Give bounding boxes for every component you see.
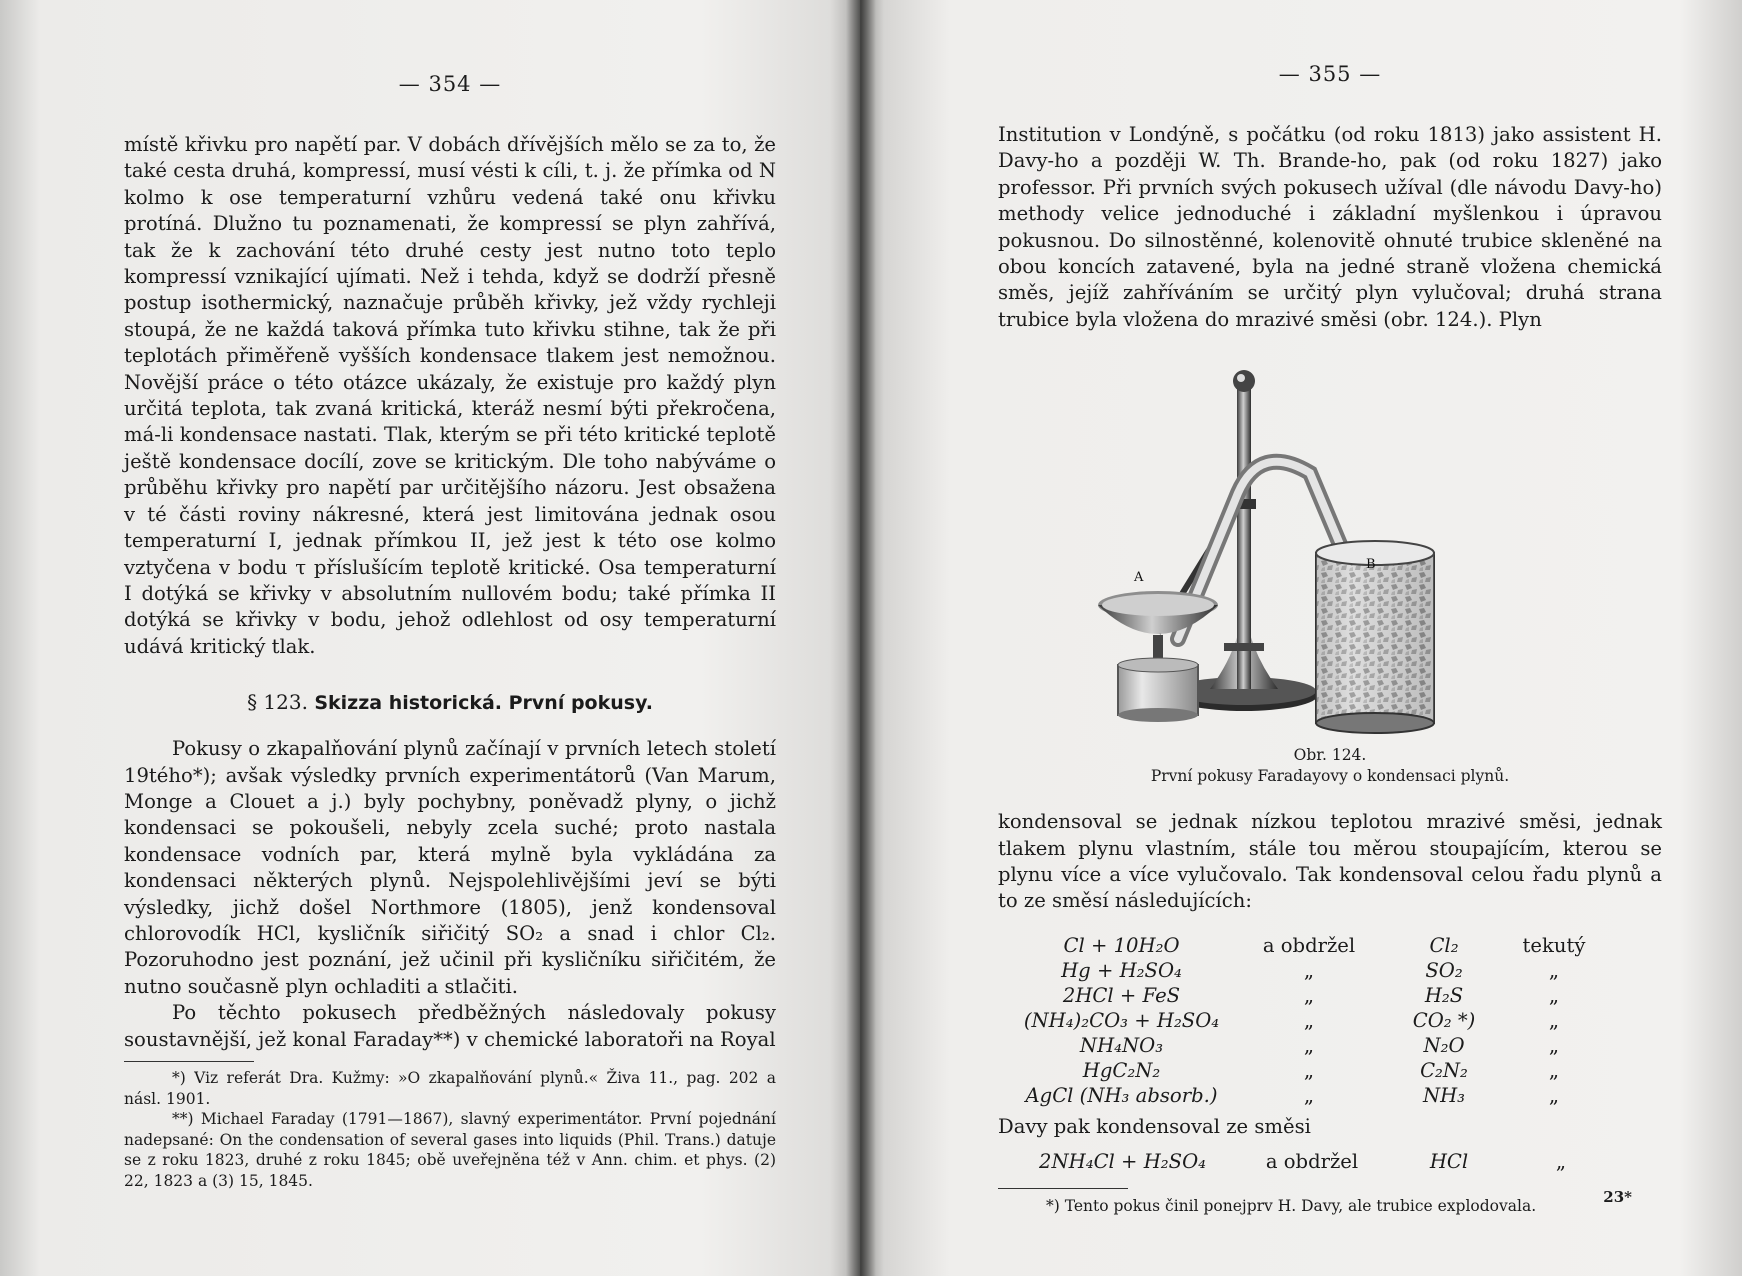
reaction-product: Cl₂ [1429,933,1459,957]
caption-text: První pokusy Faradayovy o kondensaci plynů. [1150,767,1510,786]
right-paragraph-2: kondensoval se jednak nízkou teplotou mrazivé směsi, jednak tlakem plynu vlastním, stále tou měrou stoupajícím, kterou se plynu více a více vylučovalo. Tak kondensoval celou řadu plynů a to ze směsí následujících: [998,810,1662,913]
reaction-state: „ [1548,958,1560,982]
left-paragraph-1: místě křivku pro napětí par. V dobách dřívějších mělo se za to, že také cesta druhá, kompressí, musí vésti k cíli, t. j. že přímka od N kolmo k ose temperaturní vzhůru vedená také onu křivku protíná. Dlužno tu poznamenati, že kompressí se plyn zahřívá, tak že k zachování této druhé cesty jest nutno toto teplo kompressí vznikající ujímati. Než i tehda, když se dodrží přesně postup isothermický, naznačuje průběh křivky, jež vždy rychleji stoupá, že ne každá taková přímka tuto křivku stihne, tak že při teplotách přiměřeně vyšších kondensace tlakem jest nemožnou. Novější práce o této otázce ukázaly, že existuje pro každý plyn určitá teplota, tak zvaná kritická, kteráž nesmí býti překročena, má-li kondensace nastati. Tlak, kterým se při této kritické teplotě ještě kondensace docílí, zove se kritickým. Dle toho nabýváme o průběhu křivky pro napětí par určitějšího názoru. Jest obsažena v té části roviny nákresné, která jest limitována jednak osou temperaturní I, jednak přímkou II, jež jest k této ose kolmo vztyčena v bodu τ příslušícím teplotě kritické. Osa temperaturní I dotýká se křivky v absolutním nullovém bodu; také přímka II dotýká se křivky v bodu, jehož odlehlost od osy temperaturní udává kritický tlak. [124,133,776,658]
right-page [860,0,1742,1276]
page-number-left: — 354 — [398,72,502,96]
figure-label-a: A [1134,570,1144,586]
reaction-product: NH₃ [1422,1083,1466,1107]
caption-number: Obr. 124. [1293,746,1367,765]
reaction-state: „ [1548,1058,1560,1082]
left-page [0,0,860,1276]
apparatus-illustration [998,343,1662,743]
reaction-row [1014,1083,1609,1108]
reaction-product: CO₂ *) [1412,1008,1476,1032]
section-title: Skizza historická. První pokusy. [314,692,653,715]
reaction-formula: AgCl (NH₃ absorb.) [1025,1083,1218,1107]
reaction-relation: „ [1303,1033,1315,1057]
reaction-state: „ [1548,1008,1560,1032]
left-footnotes [124,1068,776,1191]
footnote-1: *) Viz referát Dra. Kužmy: »O zkapalňování plynů.« Živa 11., pag. 202 a násl. 1901. [124,1069,776,1108]
reaction-relation: „ [1303,983,1315,1007]
right-footnote-rule [998,1188,1128,1189]
reaction-state: „ [1548,1033,1560,1057]
davy-reaction-table [1014,1146,1617,1176]
left-paragraph-3: Po těchto pokusech předběžných následovaly pokusy soustavnější, jež konal Faraday**) v chemické laboratoři na Royal [124,1001,776,1051]
reaction-formula: 2HCl + FeS [1062,983,1181,1007]
reaction-product: C₂N₂ [1420,1058,1468,1082]
reaction-product: N₂O [1423,1033,1465,1057]
reaction-relation: „ [1303,958,1315,982]
reaction-row [1014,933,1609,958]
reaction-relation: „ [1303,1008,1315,1032]
reaction-formula: Hg + H₂SO₄ [1061,958,1182,982]
reaction-state: „ [1548,1083,1560,1107]
reaction-state: tekutý [1522,933,1586,957]
reaction-row [1014,958,1609,983]
reaction-formula: NH₄NO₃ [1079,1033,1164,1057]
faraday-apparatus-figure [998,343,1662,743]
reaction-formula: Cl + 10H₂O [1063,933,1180,957]
reaction-product: H₂S [1424,983,1464,1007]
reaction-relation: „ [1303,1058,1315,1082]
reaction-row [1014,1146,1617,1176]
reaction-state: „ [1555,1149,1567,1173]
section-number: § 123. [247,690,308,715]
reaction-row [1014,983,1609,1008]
reaction-state: „ [1548,983,1560,1007]
right-footnote: *) Tento pokus činil ponejprv H. Davy, ale trubice explodovala. [1046,1197,1537,1216]
reaction-relation: „ [1303,1083,1315,1107]
reaction-row [1014,1058,1609,1083]
reaction-row [1014,1008,1609,1033]
reaction-formula: 2NH₄Cl + H₂SO₄ [1039,1149,1206,1173]
footnote-2: **) Michael Faraday (1791—1867), slavný experimentátor. První pojednání nadepsané: On the condensation of several gases into liquids (Phil. Trans.) datuje se z roku 1823, druhé z roku 1845; obě uveřejněna též v Ann. chim. et phys. (2) 22, 1823 a (3) 15, 1845. [124,1110,776,1190]
figure-label-b: B [1366,557,1376,573]
reaction-relation: a obdržel [1265,1149,1359,1173]
figure-caption [998,745,1662,787]
reaction-product: HCl [1429,1149,1469,1173]
footnote-rule [124,1061,254,1062]
reaction-row [1014,1033,1609,1058]
signature-mark: 23* [1603,1188,1632,1206]
section-heading [124,690,776,714]
reaction-relation: a obdržel [1262,933,1356,957]
left-paragraph-2: Pokusy o zkapalňování plynů začínají v prvních letech století 19tého*); avšak výsledky prvních experimentátorů (Van Marum, Monge a Clouet a j.) byly pochybny, poněvadž plyny, o jichž kondensaci se pokoušeli, nebyly zcela suché; proto nastala kondensace vodních par, která mylně byla vykládána za kondensaci některých plynů. Nejspolehlivějšími jeví se býti výsledky, jichž došel Northmore (1805), jenž kondensoval chlorovodík HCl, kysličník siřičitý SO₂ a snad i chlor Cl₂. Pozoruhodno jest poznání, jež učinil při kysličníku siřičitém, že nutno současně plyn ochladiti a stlačiti. [124,737,776,998]
reaction-formula: HgC₂N₂ [1082,1058,1161,1082]
right-paragraph-1: Institution v Londýně, s počátku (od roku 1813) jako assistent H. Davy-ho a později W. Th. Brande-ho, pak (od roku 1827) jako professor. Při prvních svých pokusech užíval (dle návodu Davy-ho) methody velice jednoduché i základní myšlenkou i úpravou pokusnou. Do silnostěnné, kolenovitě ohnuté trubice skleněné na obou koncích zatavené, byla na jedné straně vložena chemická směs, jejíž zahříváním se určitý plyn vylučoval; druhá strana trubice byla vložena do mrazivé směsi (obr. 124.). Plyn [998,123,1662,331]
reactions-table [1014,933,1609,1108]
reaction-product: SO₂ [1425,958,1463,982]
reaction-formula: (NH₄)₂CO₃ + H₂SO₄ [1023,1008,1220,1032]
page-number-right: — 355 — [1278,62,1382,86]
davy-line: Davy pak kondensoval ze směsi [998,1114,1311,1138]
